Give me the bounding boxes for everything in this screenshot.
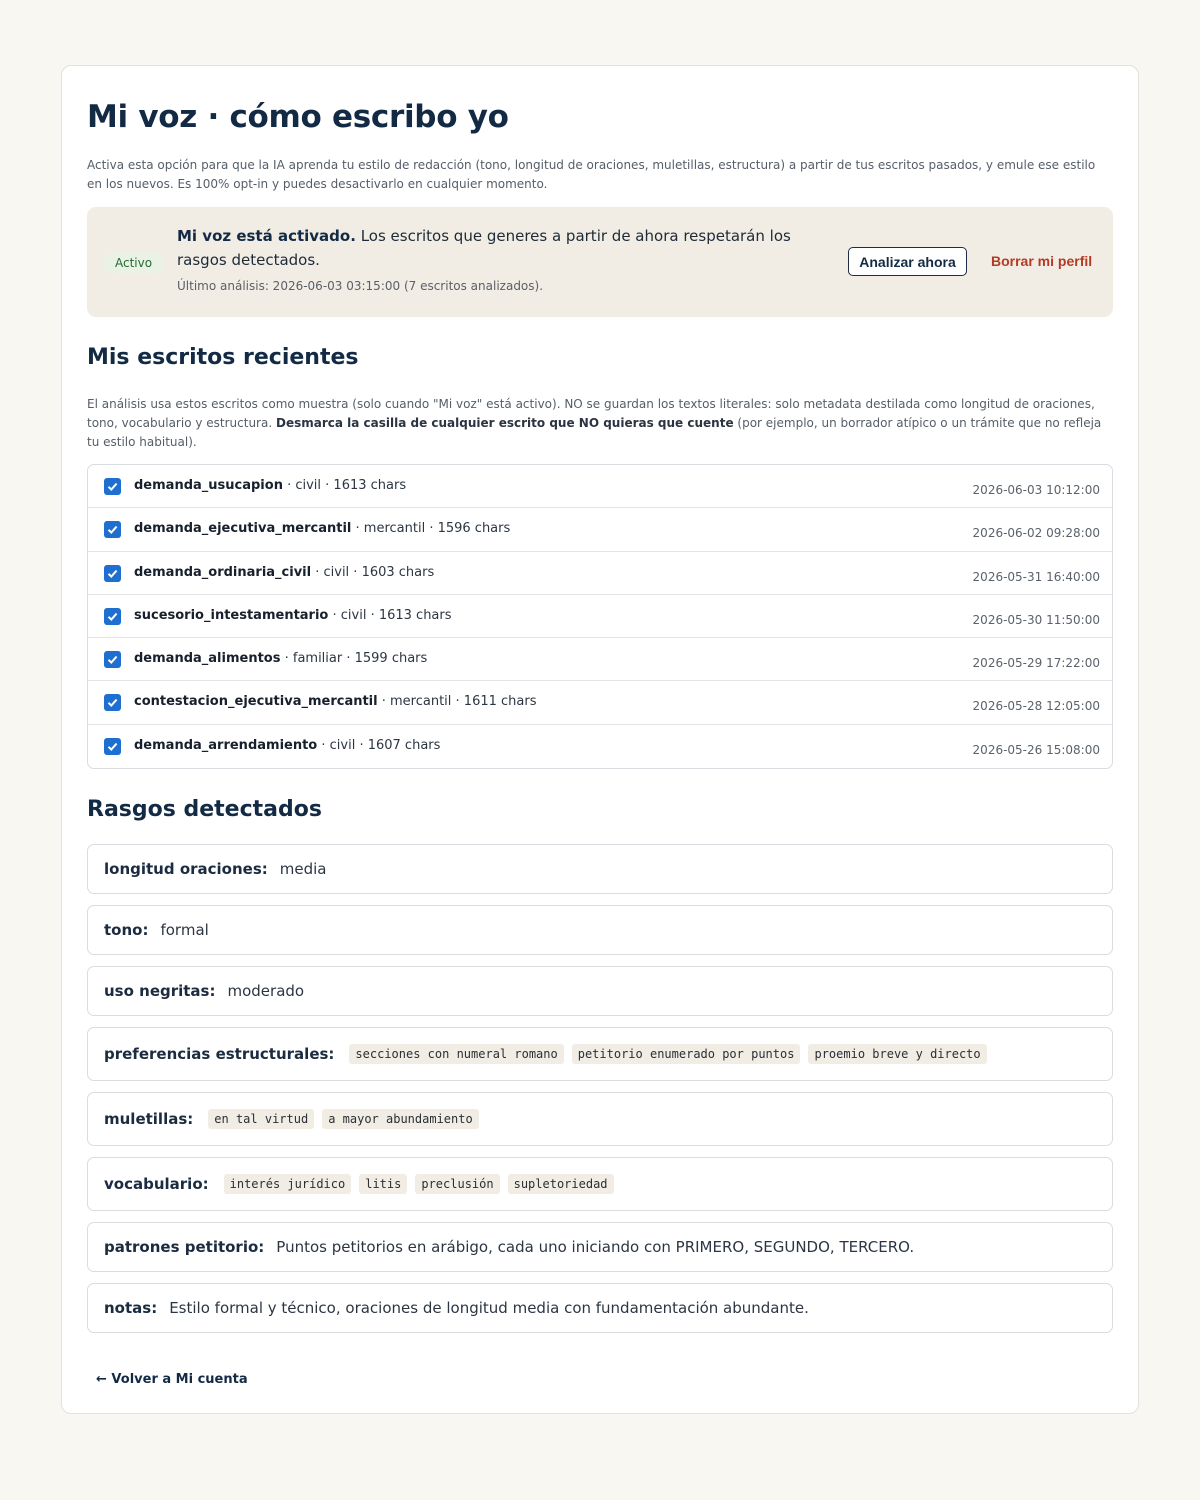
trait-label: muletillas: <box>104 1110 194 1129</box>
check-icon <box>106 610 119 623</box>
recent-writings-description <box>87 395 1113 452</box>
writing-row <box>88 638 1112 681</box>
writing-meta: · civil · 1607 chars <box>317 737 441 753</box>
delete-profile-button[interactable]: Borrar mi perfil <box>991 253 1093 269</box>
writing-label <box>134 651 427 666</box>
trait-label: vocabulario: <box>104 1175 209 1194</box>
writing-row <box>88 508 1112 551</box>
last-analysis-text: Último análisis: 2026-06-03 03:15:00 (7 escritos analizados). <box>177 279 544 293</box>
trait-label: preferencias estructurales: <box>104 1045 335 1064</box>
trait-value: media <box>279 860 327 879</box>
status-headline-rest: Los escritos que generes a partir de ahora respetarán los rasgos detectados. <box>177 227 791 269</box>
writing-row <box>88 552 1112 595</box>
trait-petition-patterns <box>87 1222 1113 1272</box>
trait-chip: interés jurídico <box>224 1174 352 1194</box>
writing-name: demanda_arrendamiento <box>134 737 318 753</box>
include-checkbox[interactable] <box>104 565 121 582</box>
check-icon <box>106 480 119 493</box>
trait-value: Puntos petitorios en arábigo, cada uno iniciando con PRIMERO, SEGUNDO, TERCERO. <box>276 1238 915 1257</box>
recent-writings-list <box>87 464 1113 769</box>
trait-value: moderado <box>227 982 305 1001</box>
intro-text: Activa esta opción para que la IA aprenda tu estilo de redacción (tono, longitud de oraciones, muletillas, estructura) a partir de tus escritos pasados, y emule ese estilo en los nuevos. Es 100% opt-in y puedes desactivarlo en cualquier momento. <box>87 158 1096 191</box>
include-checkbox[interactable] <box>104 738 121 755</box>
writing-label <box>134 608 452 623</box>
trait-tone <box>87 905 1113 955</box>
recent-writings-heading: Mis escritos recientes <box>87 345 359 370</box>
trait-chip: a mayor abundamiento <box>322 1109 479 1129</box>
writing-date: 2026-06-02 09:28:00 <box>972 526 1100 541</box>
trait-structure <box>87 1027 1113 1081</box>
check-icon <box>106 740 119 753</box>
status-panel <box>87 207 1113 317</box>
trait-chip: proemio breve y directo <box>808 1044 986 1064</box>
trait-chip: supletoriedad <box>508 1174 614 1194</box>
include-checkbox[interactable] <box>104 651 121 668</box>
writing-name: demanda_alimentos <box>134 651 281 667</box>
trait-chip: en tal virtud <box>208 1109 314 1129</box>
trait-value: Estilo formal y técnico, oraciones de longitud media con fundamentación abundante. <box>169 1299 809 1318</box>
trait-vocabulary <box>87 1157 1113 1211</box>
writing-row <box>88 595 1112 638</box>
writing-label <box>134 694 537 709</box>
writing-name: contestacion_ejecutiva_mercantil <box>134 694 378 710</box>
status-badge: Activo <box>103 252 164 274</box>
writing-name: demanda_ordinaria_civil <box>134 564 312 580</box>
recent-desc-plain: El análisis usa estos escritos como muestra (solo cuando "Mi voz" está activo). NO se guardan los textos literales: solo metadata destilada como longitud de oraciones, tono, vocabulario y estructura. <box>87 397 1095 430</box>
analyze-now-button[interactable]: Analizar ahora <box>848 247 967 276</box>
recent-desc-tail: (por ejemplo, un borrador atípico o un trámite que no refleja tu estilo habitual). <box>87 416 1102 449</box>
writing-label <box>134 478 406 493</box>
status-headline-bold: Mi voz está activado. <box>177 227 356 245</box>
writing-meta: · civil · 1603 chars <box>311 564 435 580</box>
trait-chip: secciones con numeral romano <box>349 1044 563 1064</box>
writing-row <box>88 681 1112 724</box>
traits-list <box>87 844 1113 1333</box>
page-title: Mi voz · cómo escribo yo <box>87 99 509 135</box>
writing-label <box>134 565 434 580</box>
writing-meta: · familiar · 1599 chars <box>280 651 428 667</box>
writing-meta: · civil · 1613 chars <box>328 607 452 623</box>
writing-date: 2026-06-03 10:12:00 <box>972 483 1100 497</box>
include-checkbox[interactable] <box>104 608 121 625</box>
trait-sentence-length <box>87 844 1113 894</box>
trait-label: tono: <box>104 921 149 940</box>
trait-chip: preclusión <box>415 1174 499 1194</box>
writing-name: sucesorio_intestamentario <box>134 607 329 623</box>
include-checkbox[interactable] <box>104 478 121 495</box>
writing-name: demanda_usucapion <box>134 478 283 493</box>
writing-date: 2026-05-29 17:22:00 <box>972 656 1100 671</box>
trait-label: notas: <box>104 1299 158 1318</box>
check-icon <box>106 653 119 666</box>
writing-meta: · mercantil · 1611 chars <box>377 694 537 710</box>
check-icon <box>106 567 119 580</box>
trait-label: uso negritas: <box>104 982 216 1001</box>
writing-row <box>88 725 1112 768</box>
trait-fillers <box>87 1092 1113 1146</box>
include-checkbox[interactable] <box>104 521 121 538</box>
check-icon <box>106 523 119 536</box>
writing-label <box>134 738 440 753</box>
writing-date: 2026-05-31 16:40:00 <box>972 569 1100 584</box>
status-message <box>177 224 837 272</box>
trait-value: formal <box>160 921 209 940</box>
trait-label: longitud oraciones: <box>104 860 268 879</box>
include-checkbox[interactable] <box>104 694 121 711</box>
back-to-account-link[interactable]: ← Volver a Mi cuenta <box>96 1372 248 1388</box>
recent-desc-bold: Desmarca la casilla de cualquier escrito que NO quieras que cuente <box>275 416 734 430</box>
trait-notes <box>87 1283 1113 1333</box>
trait-bold-usage <box>87 966 1113 1016</box>
writing-date: 2026-05-28 12:05:00 <box>972 699 1100 714</box>
traits-heading: Rasgos detectados <box>87 797 322 823</box>
check-icon <box>106 696 119 709</box>
writing-name: demanda_ejecutiva_mercantil <box>134 521 352 537</box>
writing-row <box>88 465 1112 508</box>
writing-date: 2026-05-26 15:08:00 <box>972 742 1100 757</box>
writing-meta: · mercantil · 1596 chars <box>351 521 511 537</box>
writing-meta: · civil · 1613 chars <box>282 478 407 493</box>
writing-date: 2026-05-30 11:50:00 <box>972 612 1100 627</box>
trait-chip: litis <box>359 1174 407 1194</box>
trait-label: patrones petitorio: <box>104 1238 265 1257</box>
writing-label <box>134 521 510 536</box>
trait-chip: petitorio enumerado por puntos <box>572 1044 801 1064</box>
main-card <box>61 65 1139 1414</box>
